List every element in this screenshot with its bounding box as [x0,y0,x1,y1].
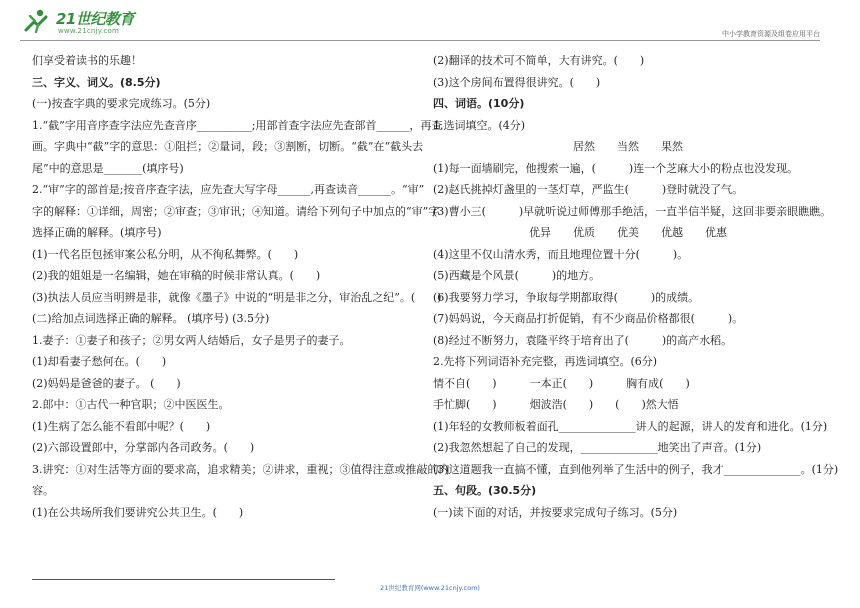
text-line: (3)执法人员应当明辨是非，就像《墨子》中说的“明是非之分，审治乱之纪”。( ) [32,290,442,304]
text-line: 选择正确的解释。(填序号) [32,226,162,239]
section-heading: 四、词语。(10分) [433,97,525,110]
text-line: (3)曹小三( )早就听说过师傅那手绝活，一直半信半疑，这回非要亲眼瞧瞧。 [433,204,832,218]
text-line: (1)一代名臣包拯审案公私分明，从不徇私舞弊。( ) [32,247,299,261]
text-line: 尾”中的意思是_______(填序号) [32,161,184,175]
text-line: 2.“审”字的部首是;按音序查字法，应先查大写字母______,再查读音______。“审” [32,183,425,196]
text-line: 优异 优质 优美 优越 优惠 [529,226,727,239]
text-line: 居然 当然 果然 [573,140,683,153]
text-line: (1)却看妻子愁何在。( ) [32,355,167,368]
header-divider [20,40,820,41]
text-line: 1.选词填空。(4分) [433,118,526,132]
text-line: (2)妈妈是爸爸的妻子。 ( ) [32,376,181,390]
text-line: (一)按查字典的要求完成练习。(5分) [32,97,211,110]
text-line: 画。字典中“截”字的意思：①阻拦；②量词，段；③割断，切断。“截”在“截头去 [32,140,424,153]
text-line: (5)西藏是个风景( )的地方。 [433,269,601,282]
text-line: (2)我忽然想起了自己的发现，______________地笑出了声音。(1分) [433,441,762,454]
text-line: (1)在公共场所我们要讲究公共卫生。( ) [32,505,244,519]
text-line: (2)赵氏挑掉灯盏里的一茎灯草，严监生( )登时就没了气。 [433,183,744,196]
text-line: 容。 [32,484,54,497]
text-line: 2.先将下列词语补充完整，再选词填空。(6分) [433,355,658,368]
text-line: 手忙脚( ) 烟波浩( ) ( )然大悟 [433,398,679,411]
text-line: (二)给加点词选择正确的解释。 (填序号) (3.5分) [32,312,270,325]
logo-subtext: www.21cnjy.com [58,27,120,35]
text-line: 们享受着读书的乐趣！ [32,54,142,67]
text-line: (2)翻译的技术可不简单，大有讲究。( ) [433,54,645,67]
text-line: 字的解释：①详细，周密；②审查；③审讯；④知道。请给下列句子中加点的“审”字 [32,204,440,218]
section-heading: 五、句段。(30.5分) [433,484,537,497]
text-line: 1.妻子：①妻子和孩子；②男女两人结婚后，女子是男子的妻子。 [32,333,351,347]
text-line: (6)我要努力学习，争取每学期都取得( )的成绩。 [433,290,700,304]
text-line: 2.郎中：①古代一种官职；②中医医生。 [32,398,230,411]
text-line: (1)每一面墙刷完，他搜索一遍，( )连一个芝麻大小的粉点也没发现。 [433,161,799,175]
text-line: (1)生病了怎么能不看郎中呢？( ) [32,419,211,433]
runner-logo-icon [22,8,52,34]
header-platform-text: 中小学教育资源及组卷应用平台 [722,30,820,38]
text-line: 1.“截”字用音序查字法应先查音序__________;用部首查字法应先查部首______，再查 [32,118,443,132]
section-heading: 三、字义、词义。(8.5分) [32,75,161,89]
text-line: (一)读下面的对话，并按要求完成句子练习。(5分) [433,505,678,519]
text-line: 3.讲究：①对生活等方面的要求高，追求精美；②讲求，重视；③值得注意或推敲的内 [32,462,450,476]
text-line: (7)妈妈说，今天商品打折促销，有不少商品价格都很( )。 [433,312,744,325]
text-line: (1)年轻的女教师板着面孔______________讲人的起源，讲人的发育和进化。(1分) [433,419,828,433]
text-line: (2)我的姐姐是一名编辑，她在审稿的时候非常认真。( ) [32,269,321,282]
text-line: (4)这里不仅山清水秀，而且地理位置十分( )。 [433,247,689,261]
text-line: (3)这道题我一直搞不懂，直到他列举了生活中的例子，我才______________。(1分) [433,462,839,476]
text-line: (8)经过不断努力，袁隆平终于培育出了( )的高产水稻。 [433,333,733,347]
footer-divider [32,579,335,580]
page-header [0,0,860,44]
text-line: 情不自( ) 一本正( ) 胸有成( ) [433,376,690,390]
page-footer: 21世纪教育网(www.21cnjy.com) [380,584,480,592]
left-column [32,50,450,523]
text-line: (2)六部设置郎中，分掌部内各司政务。( ) [32,441,255,454]
logo-text: 21世纪教育 [56,10,134,28]
text-line: (3)这个房间布置得很讲究。( ) [433,75,601,89]
right-column [433,50,839,523]
site-logo [22,6,142,40]
